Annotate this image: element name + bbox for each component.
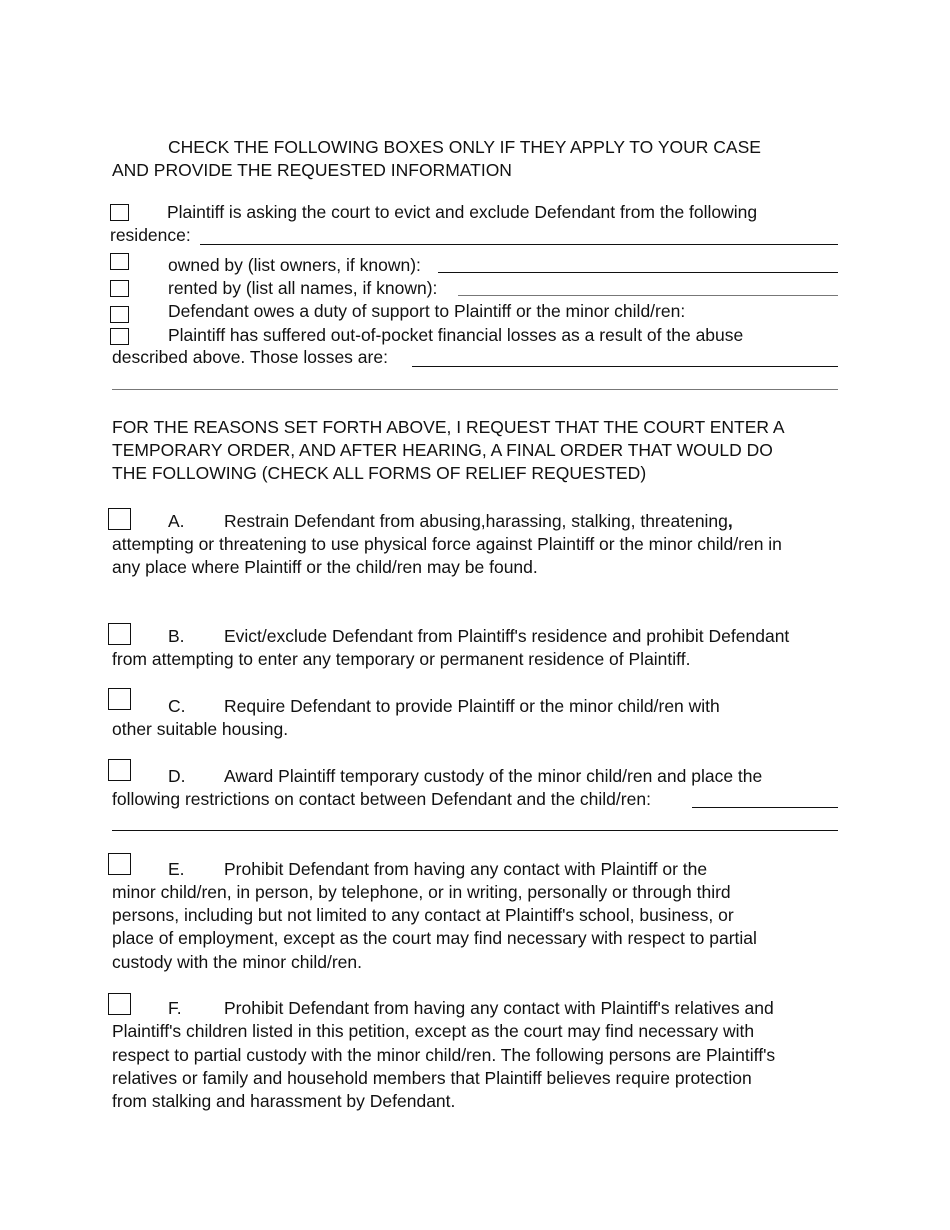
- relief-b-line-2: from attempting to enter any temporary or permanent residence of Plaintiff.: [112, 649, 691, 669]
- relief-a-line-3: any place where Plaintiff or the child/ren may be found.: [112, 557, 538, 577]
- relief-e-line-4: place of employment, except as the court may find necessary with respect to partial: [112, 928, 757, 948]
- relief-f-line-2: Plaintiff's children listed in this petition, except as the court may find necessary with: [112, 1021, 755, 1041]
- relief-e-line-2: minor child/ren, in person, by telephone, or in writing, personally or through third: [112, 882, 731, 902]
- losses-field[interactable]: [412, 366, 838, 367]
- relief-e-line-3: persons, including but not limited to any contact at Plaintiff's school, business, or: [112, 905, 734, 925]
- custody-restrictions-field[interactable]: [692, 807, 838, 808]
- relief-b-line-1: Evict/exclude Defendant from Plaintiff's residence and prohibit Defendant: [224, 626, 790, 646]
- relief-a-comma: ,: [727, 511, 733, 531]
- header-line-1: CHECK THE FOLLOWING BOXES ONLY IF THEY APPLY TO YOUR CASE: [168, 137, 761, 157]
- evict-residence-checkbox[interactable]: [110, 204, 129, 221]
- evict-residence-line-2: residence:: [110, 225, 191, 245]
- relief-d-line-2: following restrictions on contact between Defendant and the child/ren:: [112, 789, 651, 809]
- relief-e-line-1: Prohibit Defendant from having any contact with Plaintiff or the: [224, 859, 708, 879]
- residence-address-field[interactable]: [200, 244, 838, 245]
- request-line-3: THE FOLLOWING (CHECK ALL FORMS OF RELIEF REQUESTED): [112, 463, 647, 483]
- rented-by-checkbox[interactable]: [110, 280, 129, 297]
- rented-by-field[interactable]: [458, 295, 838, 296]
- relief-a-letter: A.: [168, 511, 185, 531]
- relief-f-line-4: relatives or family and household members that Plaintiff believes require protection: [112, 1068, 752, 1088]
- losses-field-continued[interactable]: [112, 389, 838, 390]
- relief-a-checkbox[interactable]: [108, 508, 131, 530]
- losses-checkbox[interactable]: [110, 328, 129, 345]
- relief-f-checkbox[interactable]: [108, 993, 131, 1015]
- evict-residence-line-1: Plaintiff is asking the court to evict and exclude Defendant from the following: [167, 202, 758, 222]
- relief-a-line-2: attempting or threatening to use physical force against Plaintiff or the minor child/ren in: [112, 534, 782, 554]
- owned-by-field[interactable]: [438, 272, 838, 273]
- relief-a-line-1: [224, 510, 733, 532]
- custody-restrictions-field-continued[interactable]: [112, 830, 838, 831]
- owned-by-label: owned by (list owners, if known):: [168, 255, 421, 275]
- relief-a-line-1-text: Restrain Defendant from abusing,harassing, stalking, threatening: [224, 511, 728, 531]
- relief-c-line-2: other suitable housing.: [112, 719, 289, 739]
- relief-b-checkbox[interactable]: [108, 623, 131, 645]
- support-label: Defendant owes a duty of support to Plaintiff or the minor child/ren:: [168, 301, 686, 321]
- relief-c-checkbox[interactable]: [108, 688, 131, 710]
- relief-c-letter: C.: [168, 696, 186, 716]
- relief-e-checkbox[interactable]: [108, 853, 131, 875]
- relief-d-letter: D.: [168, 766, 186, 786]
- losses-line-2: described above. Those losses are:: [112, 347, 388, 367]
- losses-line-1: Plaintiff has suffered out-of-pocket financial losses as a result of the abuse: [168, 325, 744, 345]
- header-line-2: AND PROVIDE THE REQUESTED INFORMATION: [112, 160, 512, 180]
- relief-b-letter: B.: [168, 626, 185, 646]
- owned-by-checkbox[interactable]: [110, 253, 129, 270]
- relief-e-line-5: custody with the minor child/ren.: [112, 952, 362, 972]
- request-line-1: FOR THE REASONS SET FORTH ABOVE, I REQUEST THAT THE COURT ENTER A: [112, 417, 785, 437]
- rented-by-label: rented by (list all names, if known):: [168, 278, 438, 298]
- relief-d-line-1: Award Plaintiff temporary custody of the minor child/ren and place the: [224, 766, 763, 786]
- relief-f-line-1: Prohibit Defendant from having any contact with Plaintiff's relatives and: [224, 998, 774, 1018]
- relief-d-checkbox[interactable]: [108, 759, 131, 781]
- relief-e-letter: E.: [168, 859, 185, 879]
- relief-c-line-1: Require Defendant to provide Plaintiff or the minor child/ren with: [224, 696, 720, 716]
- request-line-2: TEMPORARY ORDER, AND AFTER HEARING, A FINAL ORDER THAT WOULD DO: [112, 440, 773, 460]
- relief-f-line-5: from stalking and harassment by Defendant.: [112, 1091, 456, 1111]
- relief-f-line-3: respect to partial custody with the minor child/ren. The following persons are Plaintiff's: [112, 1045, 776, 1065]
- relief-f-letter: F.: [168, 998, 182, 1018]
- support-checkbox[interactable]: [110, 306, 129, 323]
